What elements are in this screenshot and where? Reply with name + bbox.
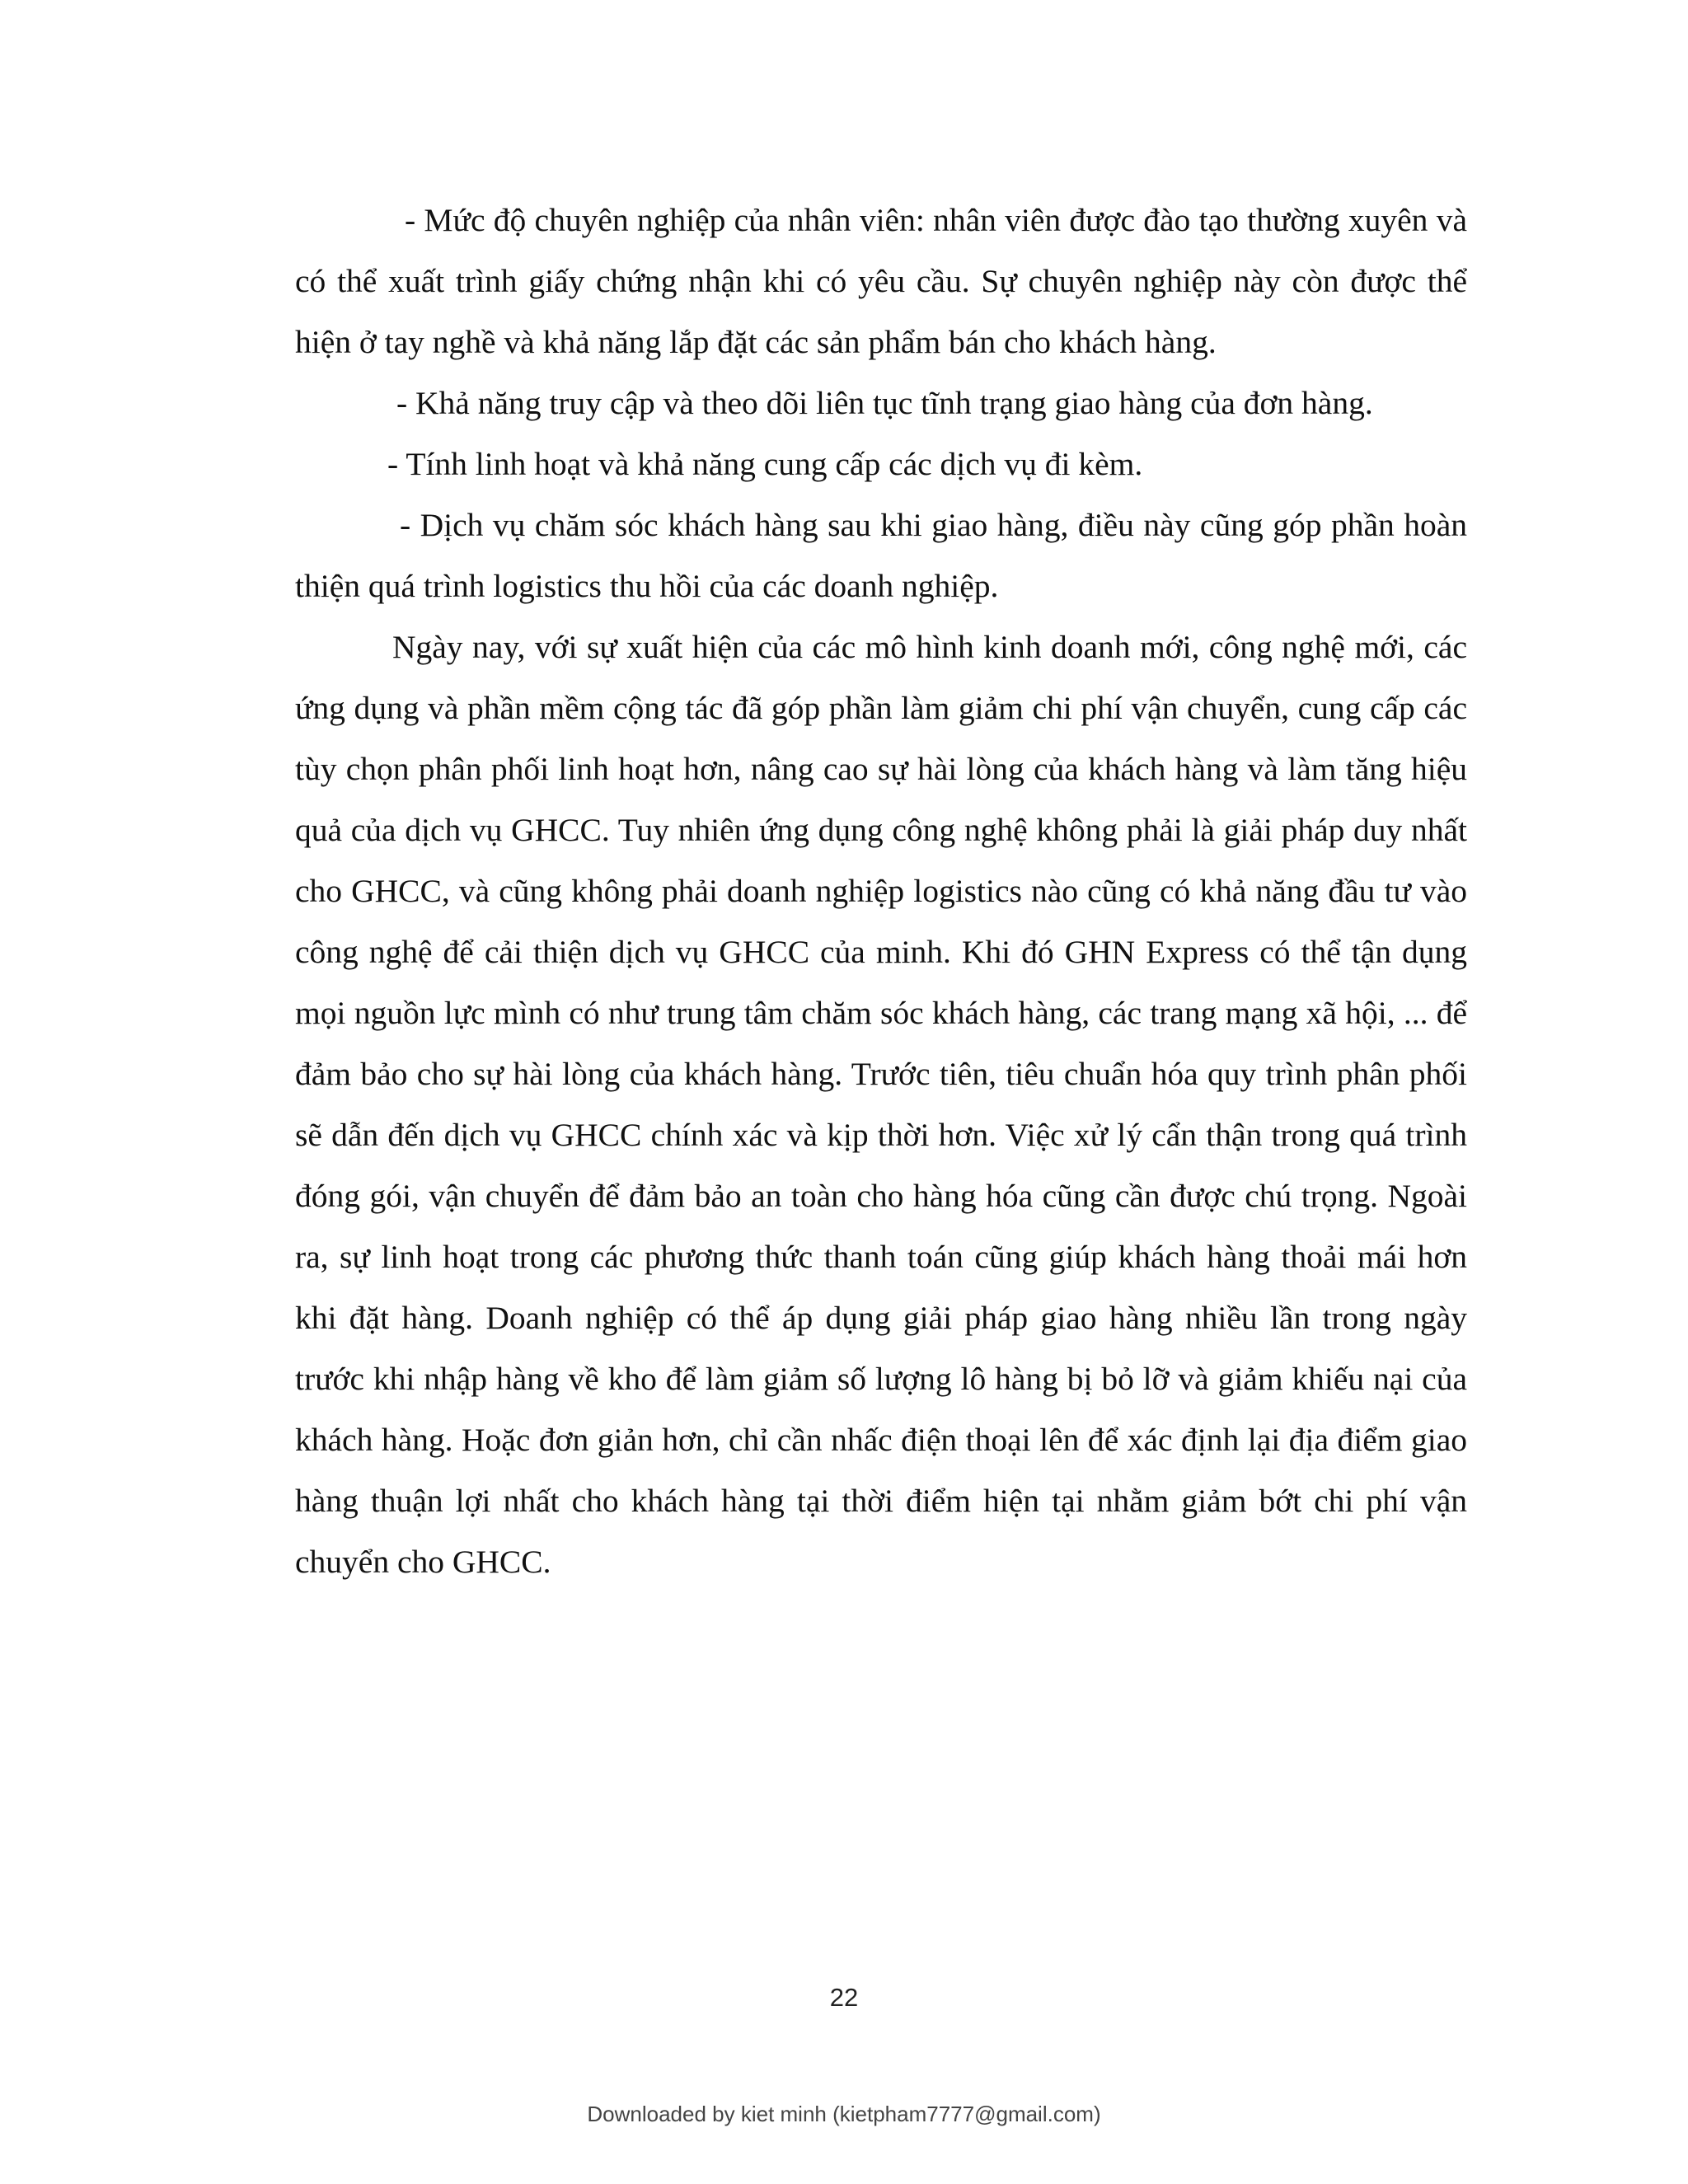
paragraph-staff-professionalism: - Mức độ chuyên nghiệp của nhân viên: nhân viên được đào tạo thường xuyên và có thể xuất trình giấy chứng nhận khi có yêu cầu. Sự chuyên nghiệp này còn được thể hiện ở tay nghề và khả năng lắp đặt các sản phẩm bán cho khách hàng. — [295, 202, 1467, 360]
paragraph-order-tracking: - Khả năng truy cập và theo dõi liên tục tĩnh trạng giao hàng của đơn hàng. — [396, 385, 1373, 421]
page-number: 22 — [829, 1983, 859, 2012]
paragraph-flexibility: - Tính linh hoạt và khả năng cung cấp các dịch vụ đi kèm. — [387, 446, 1143, 482]
document-body — [295, 190, 1467, 1592]
paragraph-main-discussion: Ngày nay, với sự xuất hiện của các mô hình kinh doanh mới, công nghệ mới, các ứng dụng và phần mềm cộng tác đã góp phần làm giảm chi phí vận chuyển, cung cấp các tùy chọn phân phối linh hoạt hơn, nâng cao sự hài lòng của khách hàng và làm tăng hiệu quả của dịch vụ GHCC. Tuy nhiên ứng dụng công nghệ không phải là giải pháp duy nhất cho GHCC, và cũng không phải doanh nghiệp logistics nào cũng có khả năng đầu tư vào công nghệ để cải thiện dịch vụ GHCC của minh. Khi đó GHN Express có thể tận dụng mọi nguồn lực mình có như trung tâm chăm sóc khách hàng, các trang mạng xã hội, ... để đảm bảo cho sự hài lòng của khách hàng. Trước tiên, tiêu chuẩn hóa quy trình phân phối sẽ dẫn đến dịch vụ GHCC chính xác và kịp thời hơn. Việc xử lý cẩn thận trong quá trình đóng gói, vận chuyển để đảm bảo an toàn cho hàng hóa cũng cần được chú trọng. Ngoài ra, sự linh hoạt trong các phương thức thanh toán cũng giúp khách hàng thoải mái hơn khi đặt hàng. Doanh nghiệp có thể áp dụng giải pháp giao hàng nhiều lần trong ngày trước khi nhập hàng về kho để làm giảm số lượng lô hàng bị bỏ lỡ và giảm khiếu nại của khách hàng. Hoặc đơn giản hơn, chỉ cần nhấc điện thoại lên để xác định lại địa điểm giao hàng thuận lợi nhất cho khách hàng tại thời điểm hiện tại nhằm giảm bớt chi phí vận chuyển cho GHCC. — [295, 629, 1467, 1580]
paragraph-after-sales-care: - Dịch vụ chăm sóc khách hàng sau khi giao hàng, điều này cũng góp phần hoàn thiện quá trình logistics thu hồi của các doanh nghiệp. — [295, 507, 1467, 604]
download-footer: Downloaded by kiet minh (kietpham7777@gmail.com) — [587, 2102, 1101, 2126]
